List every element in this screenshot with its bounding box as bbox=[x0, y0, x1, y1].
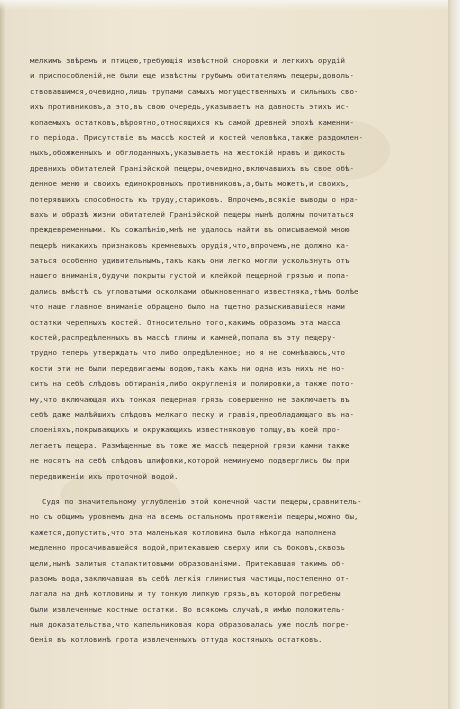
document-body bbox=[30, 53, 442, 648]
text-line: что наше главное вниманіе обращено было на тщетно разыскивавшіеся нами bbox=[30, 302, 345, 312]
paper-left-edge bbox=[0, 0, 6, 709]
text-line: денное меню и своихъ единокровныхъ противниковъ,а,быть можетъ,и своихъ, bbox=[30, 179, 350, 189]
text-line: дались вмѣстѣ съ угловатыми осколками обыкновеннаго известняка,тѣмъ болѣе bbox=[30, 286, 359, 296]
text-line: пещерѣ никакихъ признаковъ кремневыхъ орудія,что,впрочемъ,не должно ка- bbox=[30, 240, 350, 250]
text-line: вахъ и образѣ жизни обитателей Граніэйской пещеры нынѣ должны почитаться bbox=[30, 209, 354, 219]
text-line: себѣ даже малѣйшихъ слѣдовъ мелкаго песку и гравія,преобладающаго въ на- bbox=[30, 409, 354, 419]
text-line: разомъ вода,заключавшая въ себѣ легкія глинистыя частицы,постепенно от- bbox=[30, 573, 350, 583]
text-line: остатки черепныхъ костей. Относительно того,какимъ образомъ эта масса bbox=[30, 317, 341, 327]
paper-fold bbox=[448, 0, 460, 709]
text-line: Судя по значительному углубленію этой конечной части пещеры,сравнитель- bbox=[42, 496, 362, 506]
text-line: щели,нынѣ залитыя сталактитовыми образованіями. Притекавшая такимъ об- bbox=[30, 558, 345, 568]
text-line: трудно теперь утверждать что либо опредѣленное; но я не сомнѣваюсь,что bbox=[30, 348, 345, 358]
text-line: слоеніяхъ,покрывающихъ и окружающихъ известняковую толщу,въ коей про- bbox=[30, 425, 341, 435]
text-line: заться особенно удивительнымъ,такъ какъ они легко могли ускользнуть отъ bbox=[30, 256, 350, 266]
text-line: но съ общимъ уровнемъ дна на всемъ остальномъ протяженіи пещеры,можно бы, bbox=[30, 512, 359, 522]
paragraph-2 bbox=[30, 494, 442, 648]
text-line: были извлеченные костные остатки. Во всякомъ случаѣ,я имѣю положитель- bbox=[30, 604, 345, 614]
text-line: бенія въ котловинѣ грота извлеченныхъ оттуда костяныхъ остатковъ. bbox=[30, 635, 323, 645]
paper-top-edge bbox=[0, 0, 460, 10]
text-line: медленно просачивавшейся водой,притекавшею сверху или съ боковъ,сквозь bbox=[30, 543, 345, 553]
text-line: древнихъ обитателей Граніэйской пещеры,очевидно,включавшихъ въ свое обѣ- bbox=[30, 163, 354, 173]
paragraph-1 bbox=[30, 53, 442, 484]
text-line: потерявшихъ способность къ труду,стариковъ. Впрочемъ,всякіе выводы о нра- bbox=[30, 194, 359, 204]
text-line: костей,распредѣленныхъ въ массѣ глины и камней,попала въ эту пещеру- bbox=[30, 333, 336, 343]
text-line: кости эти не были передвигаемы водою,такъ какъ ни одна изъ нихъ не но- bbox=[30, 363, 345, 373]
text-line: нашего вниманія,будучи покрыты густой и клейкой пещерной грязью и попа- bbox=[30, 271, 350, 281]
paragraph-gap bbox=[30, 484, 442, 494]
text-line: го періода. Присутствіе въ массѣ костей и костей человѣка,также раздомлен- bbox=[30, 132, 363, 142]
text-line: легаетъ пещера. Размѣщенные въ тоже же массѣ пещерной грязи камни также bbox=[30, 440, 350, 450]
text-line: ихъ противниковъ,а это,въ свою очередь,указываетъ на давность этихъ ис- bbox=[30, 102, 350, 112]
text-line: ныхъ,обожженныхъ и обглоданныхъ,указываетъ на жестокій нравъ и дикость bbox=[30, 148, 345, 158]
text-line: кажется,допустить,что эта маленькая котловина была нѣкогда наполнена bbox=[30, 527, 336, 537]
text-line: преждевременными. Къ сожалѣнію,мнѣ не удалось найти въ описываемой мною bbox=[30, 225, 350, 235]
text-line: мелкимъ звѣремъ и птицею,требующія извѣстной сноровки и легкихъ орудій bbox=[30, 56, 345, 65]
text-line: лагала на днѣ котловины и ту тонкую липкую грязь,въ которой погребены bbox=[30, 589, 341, 599]
text-line: копаемыхъ остатковъ,вѣроятно,относящихся къ самой древней эпохѣ каменни- bbox=[30, 117, 354, 127]
text-line: передвиженіи ихъ проточной водой. bbox=[30, 471, 179, 481]
text-line: ситъ на себѣ слѣдовъ обтиранія,либо округленія и полировки,а также пото- bbox=[30, 379, 354, 389]
text-line: му,что включающая ихъ тонкая пещерная грязь совершенно не заключаетъ въ bbox=[30, 394, 350, 404]
text-line: ныя доказательства,что капельниковая кора образовалась уже послѣ погре- bbox=[30, 620, 350, 630]
text-line: не носятъ на себѣ слѣдовъ шлифовки,которой неминуемо подверглись бы при bbox=[30, 456, 350, 466]
text-line: и приспособленій,не были еще извѣстны грубымъ обитателямъ пещеры,доволь- bbox=[30, 71, 354, 81]
text-line: ствовавшимся,очевидно,лишь трупами самыхъ могущественныхъ и сильныхъ сво- bbox=[30, 86, 359, 96]
